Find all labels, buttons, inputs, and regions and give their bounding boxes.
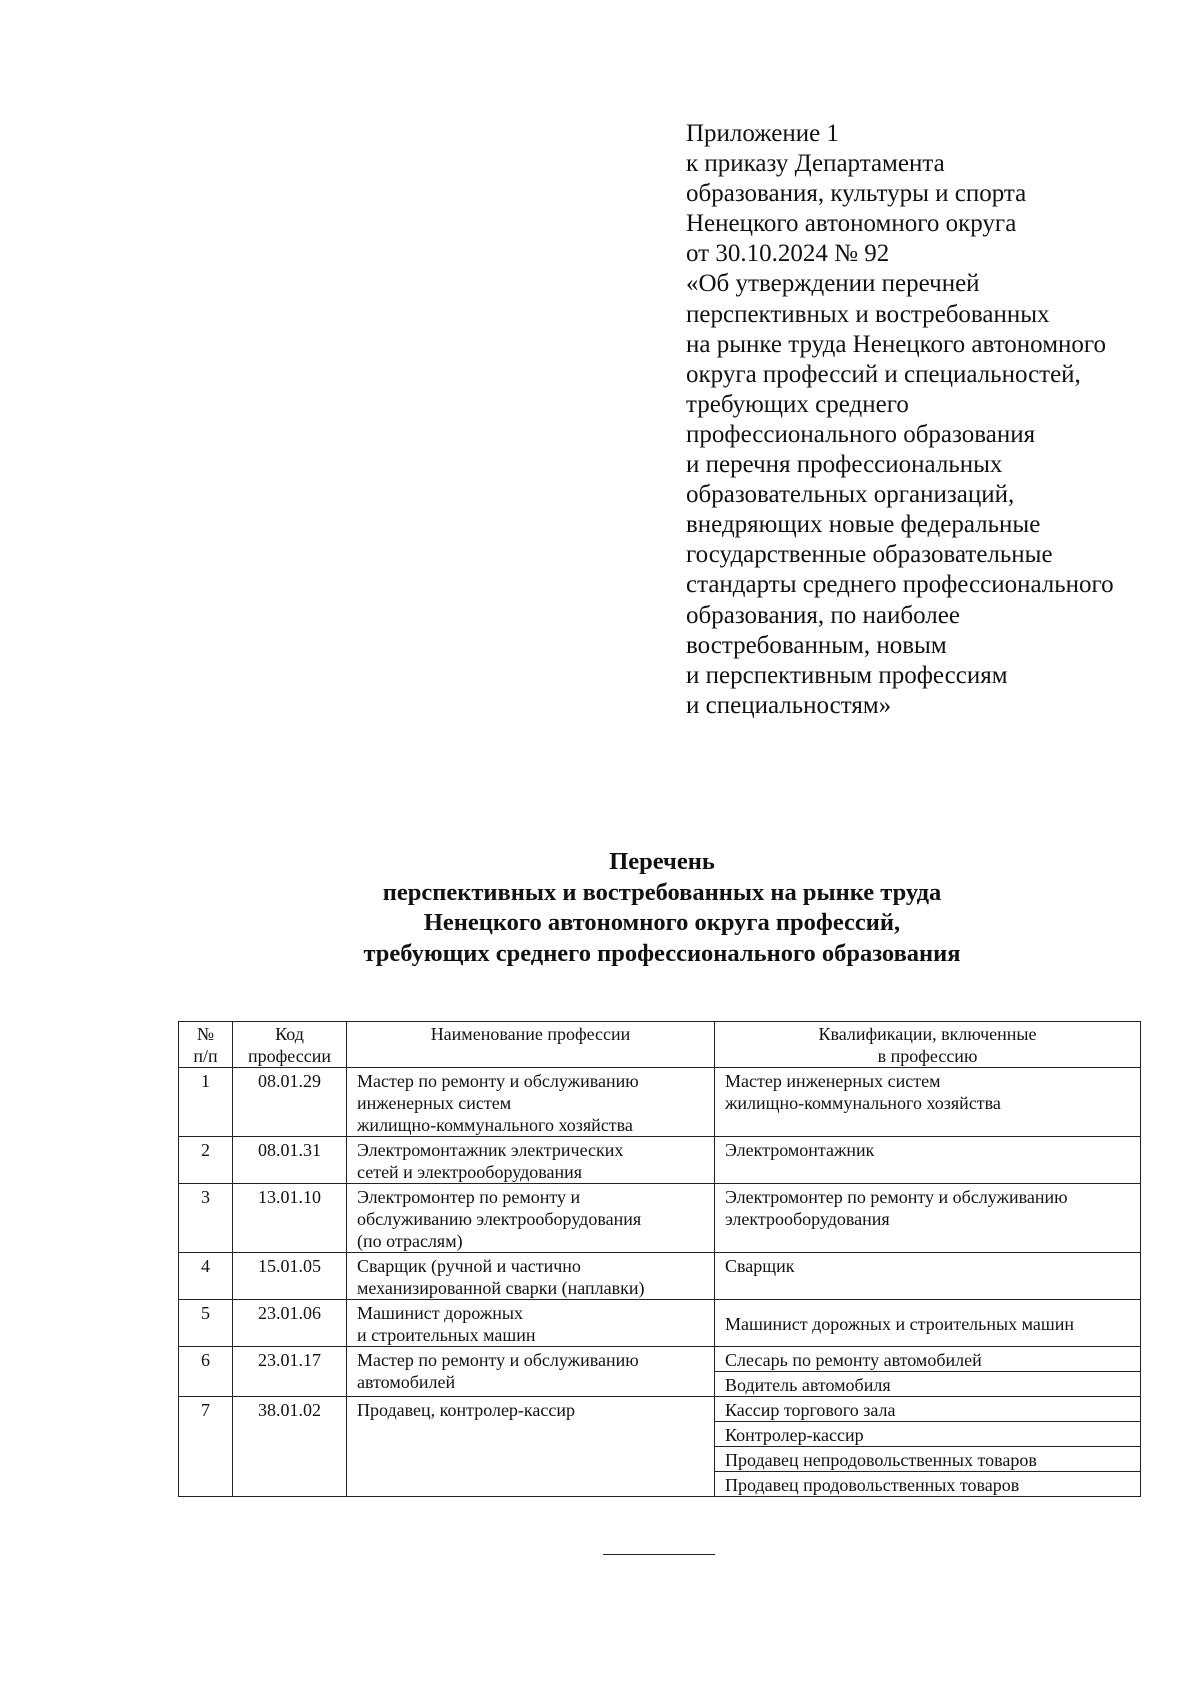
qualification-line: Кассир торгового зала — [725, 1400, 896, 1420]
header-profession-name — [347, 1022, 715, 1068]
header-code-line: профессии — [248, 1046, 331, 1066]
profession-name-cell — [347, 1347, 715, 1397]
title-line: Перечень — [609, 848, 715, 875]
profession-name-cell — [347, 1300, 715, 1347]
row-number: 2 — [201, 1140, 210, 1160]
qualification-cell — [715, 1447, 1141, 1472]
profession-name-cell — [347, 1137, 715, 1184]
profession-code: 23.01.06 — [258, 1303, 321, 1323]
profession-code-cell — [233, 1068, 347, 1137]
professions-table — [178, 1021, 1141, 1497]
table-row — [179, 1253, 1141, 1300]
qualification-cell — [715, 1422, 1141, 1447]
appendix-line: Приложение 1 — [686, 120, 839, 147]
profession-name-cell — [347, 1184, 715, 1253]
qualification-cell — [715, 1347, 1141, 1372]
profession-name-line: инженерных систем — [357, 1093, 512, 1113]
table-row — [179, 1137, 1141, 1184]
table-body — [179, 1068, 1141, 1497]
profession-name-cell — [347, 1253, 715, 1300]
profession-code-cell — [233, 1253, 347, 1300]
qualification-cell — [715, 1472, 1141, 1497]
table-row — [179, 1347, 1141, 1372]
row-number: 1 — [201, 1071, 210, 1091]
appendix-line: требующих среднего — [686, 390, 909, 418]
qualification-line: Водитель автомобиля — [725, 1375, 891, 1395]
appendix-line: на рынке труда Ненецкого автономного — [686, 330, 1107, 358]
qualification-line: Продавец непродовольственных товаров — [725, 1450, 1037, 1470]
qualification-line: Сварщик — [725, 1256, 795, 1276]
profession-code-cell — [233, 1397, 347, 1497]
qualification-cell — [715, 1184, 1141, 1253]
qualification-cell — [715, 1300, 1141, 1347]
profession-name-line: жилищно-коммунального хозяйства — [357, 1115, 633, 1135]
qualification-cell — [715, 1253, 1141, 1300]
row-number: 7 — [201, 1400, 210, 1420]
table-row — [179, 1068, 1141, 1137]
profession-name-line: Мастер по ремонту и обслуживанию — [357, 1071, 639, 1091]
profession-code-cell — [233, 1184, 347, 1253]
appendix-line: и перспективным профессиям — [686, 661, 1008, 689]
appendix-note — [686, 119, 1186, 721]
profession-name-line: Электромонтажник электрических — [357, 1140, 624, 1160]
profession-name-line: и строительных машин — [357, 1325, 536, 1345]
appendix-line: стандарты среднего профессионального — [686, 571, 1114, 599]
header-code-line: Код — [275, 1024, 304, 1044]
profession-name-line: Продавец, контролер-кассир — [357, 1400, 575, 1420]
qualification-cell — [715, 1137, 1141, 1184]
qualification-cell — [715, 1068, 1141, 1137]
title-line: требующих среднего профессионального образования — [363, 939, 961, 967]
appendix-line: от 30.10.2024 № 92 — [686, 240, 890, 268]
table-row — [179, 1184, 1141, 1253]
header-code — [233, 1022, 347, 1068]
profession-code-cell — [233, 1300, 347, 1347]
appendix-line: востребованным, новым — [686, 631, 947, 659]
profession-code: 13.01.10 — [258, 1187, 321, 1207]
appendix-line: и перечня профессиональных — [686, 451, 1003, 479]
title-line: перспективных и востребованных на рынке труда — [382, 878, 942, 906]
appendix-line: образования, по наиболее — [686, 601, 960, 629]
profession-name-line: автомобилей — [357, 1372, 456, 1392]
table-header-row — [179, 1022, 1141, 1068]
profession-name-line: (по отраслям) — [357, 1231, 463, 1251]
profession-code: 08.01.29 — [258, 1071, 321, 1091]
header-qualifications — [715, 1022, 1141, 1068]
profession-name-line: механизированной сварки (наплавки) — [357, 1278, 645, 1298]
profession-name-cell — [347, 1397, 715, 1497]
appendix-line: к приказу Департамента — [686, 150, 945, 178]
qualification-line: электрооборудования — [725, 1209, 890, 1229]
qualification-line: Слесарь по ремонту автомобилей — [725, 1350, 982, 1370]
appendix-line: и специальностям» — [686, 691, 892, 719]
row-number: 6 — [201, 1350, 210, 1370]
qualification-line: Электромонтажник — [725, 1140, 875, 1160]
qualification-line: Машинист дорожных и строительных машин — [725, 1314, 1074, 1334]
row-number-cell — [179, 1300, 233, 1347]
profession-code: 15.01.05 — [258, 1256, 321, 1276]
title-line: Ненецкого автономного округа профессий, — [423, 909, 901, 936]
appendix-line: образовательных организаций, — [686, 481, 1015, 509]
appendix-line: «Об утверждении перечней — [686, 270, 980, 298]
profession-name-line: обслуживанию электрооборудования — [357, 1209, 642, 1229]
row-number: 4 — [201, 1256, 210, 1276]
row-number-cell — [179, 1184, 233, 1253]
profession-code: 08.01.31 — [258, 1140, 321, 1160]
qualification-line: Электромонтер по ремонту и обслуживанию — [725, 1187, 1068, 1207]
table-row — [179, 1397, 1141, 1422]
header-profession-name-line: Наименование профессии — [430, 1024, 631, 1044]
profession-code-cell — [233, 1347, 347, 1397]
qualification-line: жилищно-коммунального хозяйства — [725, 1093, 1001, 1113]
appendix-line: образования, культуры и спорта — [686, 180, 1027, 208]
header-qualifications-line: в профессию — [877, 1046, 978, 1066]
header-qualifications-line: Квалификации, включенные — [818, 1024, 1037, 1044]
qualification-cell — [715, 1397, 1141, 1422]
appendix-line: профессионального образования — [686, 420, 1036, 448]
profession-name-line: Электромонтер по ремонту и — [357, 1187, 581, 1207]
profession-name-line: Машинист дорожных — [357, 1303, 523, 1323]
row-number-cell — [179, 1347, 233, 1397]
profession-name-cell — [347, 1068, 715, 1137]
end-separator-line — [603, 1554, 715, 1555]
header-number-line: № — [196, 1024, 215, 1044]
qualification-line: Контролер-кассир — [725, 1425, 864, 1445]
header-number — [179, 1022, 233, 1068]
profession-code: 38.01.02 — [258, 1400, 321, 1420]
document-title — [0, 847, 1200, 969]
qualification-line: Мастер инженерных систем — [725, 1071, 941, 1091]
row-number-cell — [179, 1068, 233, 1137]
appendix-line: округа профессий и специальностей, — [686, 360, 1081, 388]
header-number-line: п/п — [193, 1046, 218, 1066]
row-number-cell — [179, 1137, 233, 1184]
profession-name-line: Мастер по ремонту и обслуживанию — [357, 1350, 639, 1370]
appendix-line: Ненецкого автономного округа — [686, 210, 1017, 238]
row-number: 5 — [201, 1303, 210, 1323]
appendix-line: внедряющих новые федеральные — [686, 511, 1041, 539]
row-number-cell — [179, 1253, 233, 1300]
profession-name-line: сетей и электрооборудования — [357, 1162, 583, 1182]
row-number: 3 — [201, 1187, 210, 1207]
profession-name-line: Сварщик (ручной и частично — [357, 1256, 581, 1276]
profession-code-cell — [233, 1137, 347, 1184]
table-row — [179, 1300, 1141, 1347]
profession-code: 23.01.17 — [258, 1350, 321, 1370]
appendix-line: перспективных и востребованных — [686, 300, 1050, 328]
qualification-line: Продавец продовольственных товаров — [725, 1475, 1020, 1495]
row-number-cell — [179, 1397, 233, 1497]
appendix-line: государственные образовательные — [686, 541, 1053, 569]
qualification-cell — [715, 1372, 1141, 1397]
